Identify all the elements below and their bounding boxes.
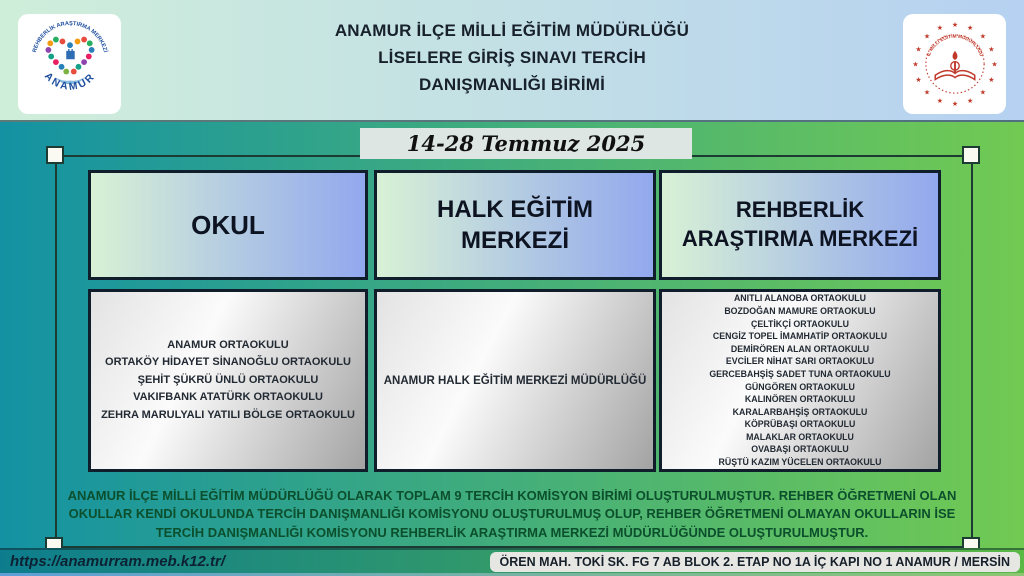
list-item: ANITLI ALANOBA ORTAOKULU (733, 293, 867, 304)
svg-text:★: ★ (990, 61, 998, 69)
frame-line-right (971, 156, 973, 546)
list-item: ANAMUR HALK EĞİTİM MERKEZİ MÜDÜRLÜĞÜ (383, 374, 647, 387)
svg-text:★: ★ (979, 89, 986, 97)
torch-flame-icon (952, 51, 957, 60)
list-item: ANAMUR ORTAOKULU (167, 338, 289, 351)
list-item: KÖPRÜBAŞI ORTAOKULU (744, 419, 856, 430)
list-item: GERCEBAHŞİŞ SADET TUNA ORTAOKULU (709, 368, 891, 379)
header-band (0, 0, 1024, 122)
title-line-3: DANIŞMANLIĞI BİRİMİ (418, 75, 606, 95)
meb-logo-arc-text: İL MİLLİ EĞİTİM MÜDÜRLÜĞÜ (925, 33, 984, 57)
svg-text:★: ★ (966, 25, 973, 33)
column-header-label: OKUL (191, 209, 265, 240)
list-item: OVABAŞI ORTAOKULU (751, 444, 849, 455)
list-item: VAKIFBANK ATATÜRK ORTAOKULU (133, 391, 323, 404)
list-item: CENGİZ TOPEL İMAMHATİP ORTAOKULU (712, 331, 888, 342)
column-header-halk-egitim-merkezi (374, 170, 656, 280)
address-badge: ÖREN MAH. TOKİ SK. FG 7 AB BLOK 2. ETAP NO 1A İÇ KAPI NO 1 ANAMUR / MERSİN (490, 552, 1020, 572)
column-header-okul (88, 170, 368, 280)
svg-text:★: ★ (936, 98, 943, 106)
svg-text:ANAMUR (41, 71, 97, 93)
svg-text:★: ★ (936, 25, 943, 33)
ram-anamur-logo-icon (22, 17, 118, 111)
meb-logo-icon (907, 17, 1003, 111)
svg-text:REHBERLİK ARAŞTIRMA MERKEZİ (32, 21, 109, 54)
rehberlik-arastirma-merkezi-logo (18, 14, 121, 114)
frame-handle-top-left (46, 146, 64, 164)
list-item: MALAKLAR ORTAOKULU (746, 431, 854, 442)
footer-note: ANAMUR İLÇE MİLLİ EĞİTİM MÜDÜRLÜĞÜ OLARAK TOPLAM 9 TERCİH KOMİSYON BİRİMİ OLUŞTURULMUŞTUR. REHBER ÖĞRETMENİ OLAN OKULLAR KENDİ OKULUNDA TERCİH DANIŞMANLIĞI KOMİSYONU OLUŞTURULMUŞ OLUP, REHBER ÖĞRETMENİ OLMAYAN OKULLARIN İSE TERCİH DANIŞMANLIĞI KOMİSYONU REHBERLİK ARAŞTIRMA MERKEZİ MÜDÜRLÜĞÜNDE OLUŞTURULMUŞTUR. (67, 488, 957, 540)
ram-logo-arc-text: REHBERLİK ARAŞTIRMA MERKEZİ (31, 20, 108, 54)
milli-egitim-mudurlugu-logo (903, 14, 1006, 114)
page-title (180, 17, 844, 99)
list-item: ÇELTİKÇİ ORTAOKULU (751, 318, 849, 329)
list-item: ZEHRA MARULYALI YATILI BÖLGE ORTAOKULU (101, 408, 355, 421)
list-item: RÜŞTÜ KAZIM YÜCELEN ORTAOKULU (718, 456, 882, 467)
bottom-bar (0, 548, 1024, 573)
website-url: https://anamurram.meb.k12.tr/ (10, 553, 226, 570)
column-header-label: REHBERLİK ARAŞTIRMA MERKEZİ (681, 197, 919, 251)
svg-text:★: ★ (979, 33, 986, 41)
column-header-label: HALK EĞİTİM MERKEZİ (437, 195, 593, 254)
svg-text:★: ★ (923, 33, 930, 41)
svg-text:★: ★ (911, 61, 919, 69)
ram-school-list (659, 289, 941, 472)
list-item: GÜNGÖREN ORTAOKULU (745, 381, 855, 392)
okul-school-list (88, 289, 368, 472)
svg-text:★: ★ (966, 98, 973, 106)
svg-text:★: ★ (914, 76, 922, 84)
ram-logo-bottom-text: ANAMUR (41, 70, 98, 94)
frame-line-left (55, 156, 57, 546)
column-header-rehberlik-arastirma-merkezi (659, 170, 941, 280)
title-line-1: ANAMUR İLÇE MİLLİ EĞİTİM MÜDÜRLÜĞÜ (334, 21, 690, 40)
svg-text:★: ★ (923, 89, 930, 97)
title-line-2: LİSELERE GİRİŞ SINAVI TERCİH (378, 48, 646, 68)
svg-text:★: ★ (914, 46, 922, 54)
list-item: KALINÖREN ORTAOKULU (744, 394, 856, 405)
svg-text:★: ★ (987, 76, 995, 84)
list-item: ŞEHİT ŞÜKRÜ ÜNLÜ ORTAOKULU (137, 373, 319, 386)
halk-egitim-list (374, 289, 656, 472)
list-item: DEMİRÖREN ALAN ORTAOKULU (730, 343, 870, 354)
castle-icon (66, 49, 74, 59)
list-item: EVCİLER NİHAT SARI ORTAOKULU (725, 356, 875, 367)
list-item: ORTAKÖY HİDAYET SİNANOĞLU ORTAOKULU (105, 356, 351, 369)
svg-text:★: ★ (987, 46, 995, 54)
date-banner: 14-28 Temmuz 2025 (360, 128, 692, 159)
svg-text:★: ★ (951, 22, 958, 30)
list-item: BOZDOĞAN MAMURE ORTAOKULU (724, 306, 876, 317)
frame-handle-top-right (962, 146, 980, 164)
svg-text:★: ★ (951, 101, 958, 109)
list-item: KARALARBAHŞİŞ ORTAOKULU (732, 406, 868, 417)
